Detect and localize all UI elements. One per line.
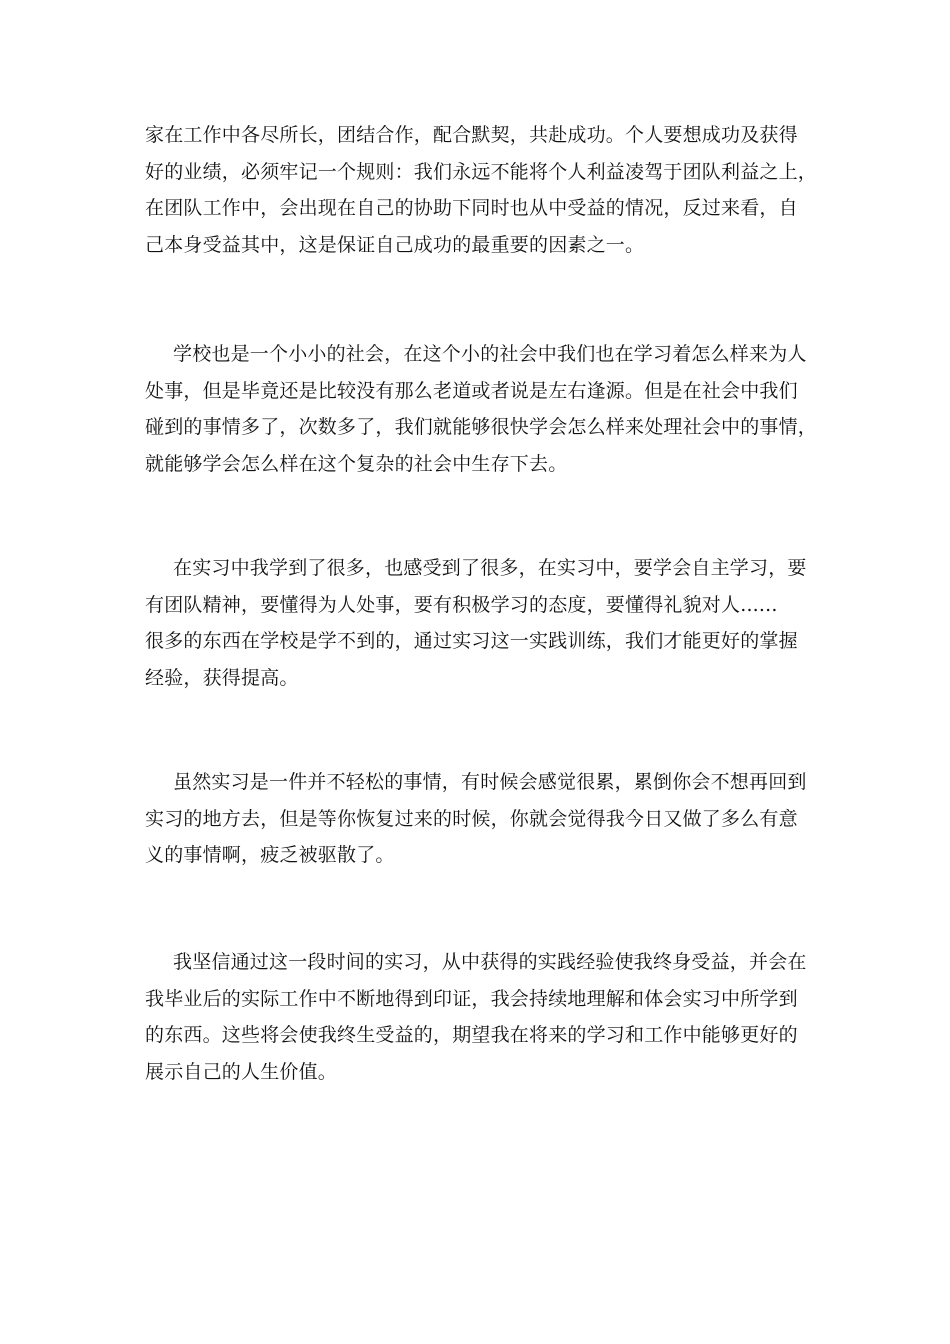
text-line: 在团队工作中，会出现在自己的协助下同时也从中受益的情况，反过来看，自 [145, 197, 798, 219]
text-line: 好的业绩，必须牢记一个规则：我们永远不能将个人利益凌驾于团队利益之上， [145, 160, 818, 183]
paragraph-conclusion [145, 944, 810, 1090]
text-line: 就能够学会怎么样在这个复杂的社会中生存下去。 [145, 452, 568, 475]
paragraph-teamwork-continuation [145, 117, 818, 263]
text-line: 义的事情啊，疲乏被驱散了。 [145, 844, 395, 866]
paragraph-internship-hardship [145, 764, 810, 874]
text-line: 展示自己的人生价值。 [145, 1060, 338, 1083]
text-line: 我毕业后的实际工作中不断地得到印证，我会持续地理解和体会实习中所学到 [145, 987, 798, 1010]
text-line: 在实习中我学到了很多，也感受到了很多，在实习中，要学会自主学习，要 [173, 557, 807, 579]
text-line: 很多的东西在学校是学不到的，通过实习这一实践训练，我们才能更好的掌握 [145, 630, 798, 652]
text-line: 己本身受益其中，这是保证自己成功的最重要的因素之一。 [145, 233, 645, 256]
text-line: 的东西。这些将会使我终生受益的，期望我在将来的学习和工作中能够更好的 [145, 1024, 798, 1046]
text-line: 实习的地方去，但是等你恢复过来的时候，你就会觉得我今日又做了多么有意 [145, 807, 798, 830]
text-line: 虽然实习是一件并不轻松的事情，有时候会感觉很累，累倒你会不想再回到 [173, 771, 807, 793]
text-line: 有团队精神，要懂得为人处事，要有积极学习的态度，要懂得礼貌对人...... [145, 593, 778, 616]
text-line: 处事，但是毕竟还是比较没有那么老道或者说是左右逢源。但是在社会中我们 [145, 379, 798, 402]
text-line: 家在工作中各尽所长，团结合作，配合默契，共赴成功。个人要想成功及获得 [145, 124, 798, 146]
text-line: 经验，获得提高。 [145, 666, 299, 689]
text-line: 碰到的事情多了，次数多了，我们就能够很快学会怎么样来处理社会中的事情， [145, 416, 818, 438]
text-line: 我坚信通过这一段时间的实习，从中获得的实践经验使我终身受益，并会在 [173, 951, 807, 973]
text-line: 学校也是一个小小的社会，在这个小的社会中我们也在学习着怎么样来为人 [173, 343, 807, 365]
paragraph-internship-learning [145, 550, 810, 696]
paragraph-school-society [145, 336, 818, 482]
